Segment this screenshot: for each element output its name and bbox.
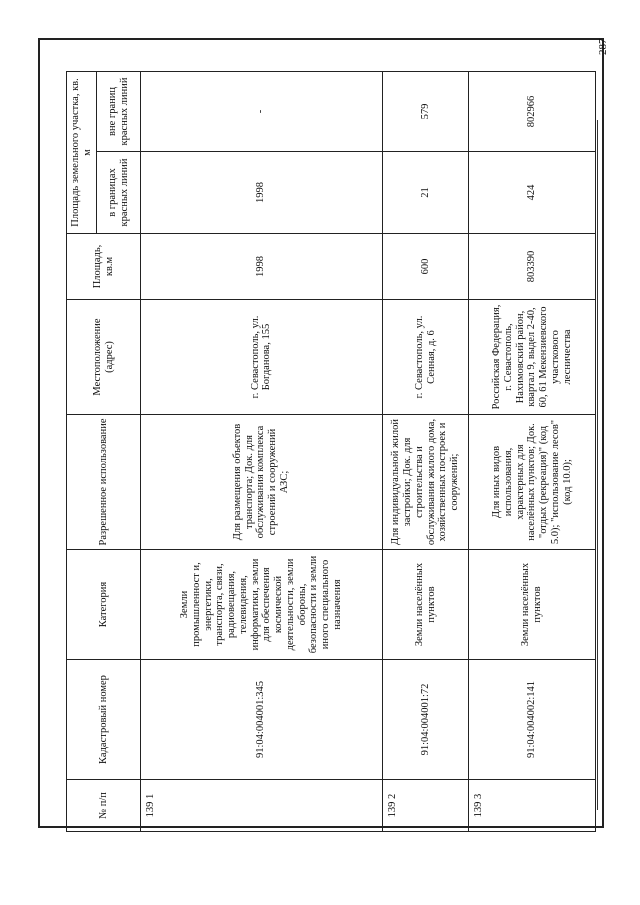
header-outside-red-lines: вне границ красных линий [97, 71, 141, 151]
header-land-area-group: Площадь земельного участка, кв. м [67, 71, 97, 233]
cell-category: Земли населённых пунктов [382, 550, 469, 660]
cell-location: Российская Федерация, г. Севастополь, Нахимовский район, квартал 9, выдел 2-40, 60, 61 Мекензиевского участкового лесничества [469, 300, 596, 415]
cell-outside-red-lines: 802966 [469, 71, 596, 151]
header-within-red-lines: в границах красных линий [97, 152, 141, 234]
table-row [382, 71, 469, 831]
cell-num: 139 1 [141, 780, 383, 832]
header-num: № п/п [67, 780, 141, 832]
cell-num: 139 3 [469, 780, 596, 832]
header-area: Площадь, кв.м [67, 234, 141, 300]
cell-outside-red-lines: 579 [382, 71, 469, 151]
header-category: Категория [67, 550, 141, 660]
cell-permitted-use: Для размещения объектов транспорта; Док. для обслуживания комплекса строений и сооружений АЗС; [141, 415, 383, 550]
cell-within-red-lines: 424 [469, 152, 596, 234]
cell-category: Земли промышленност и, энергетики, транспорта, связи, радиовещания, телевидения, информатики, земли для обеспечения космической деятельности, земли обороны, безопасности и земли иного специального назначения [141, 550, 383, 660]
land-plots-table-container [66, 72, 596, 832]
table-row [141, 71, 383, 831]
header-permitted-use: Разрешенное использование [67, 415, 141, 550]
cell-area: 1998 [141, 234, 383, 300]
header-location: Местоположение (адрес) [67, 300, 141, 415]
cell-within-red-lines: 1998 [141, 152, 383, 234]
cell-area: 600 [382, 234, 469, 300]
cell-outside-red-lines: - [141, 71, 383, 151]
cell-cadastral: 91:04:004002:141 [469, 660, 596, 780]
cell-num: 139 2 [382, 780, 469, 832]
cell-cadastral: 91:04:004001:72 [382, 660, 469, 780]
table-row [469, 71, 596, 831]
cell-within-red-lines: 21 [382, 152, 469, 234]
footer-rule [597, 120, 598, 810]
cell-cadastral: 91:04:004001:345 [141, 660, 383, 780]
cell-permitted-use: Для иных видов использования, характерных для населённых пунктов; Док. "отдых (рекреация)" (код 5.0); "использование лесов" (код 10.0); [469, 415, 596, 550]
cell-permitted-use: Для индивидуальной жилой застройки; Док. для строительства и обслуживания жилого дома, хозяйственных построек и сооружений; [382, 415, 469, 550]
page-number: 287 [597, 38, 609, 55]
header-cadastral: Кадастровый номер [67, 660, 141, 780]
cell-location: г. Севастополь, ул. Богданова, 155 [141, 300, 383, 415]
cell-area: 803390 [469, 234, 596, 300]
land-plots-table [66, 71, 596, 832]
cell-location: г. Севастополь, ул. Сенная, д. 6 [382, 300, 469, 415]
header-row [67, 71, 97, 831]
cell-category: Земли населённых пунктов [469, 550, 596, 660]
